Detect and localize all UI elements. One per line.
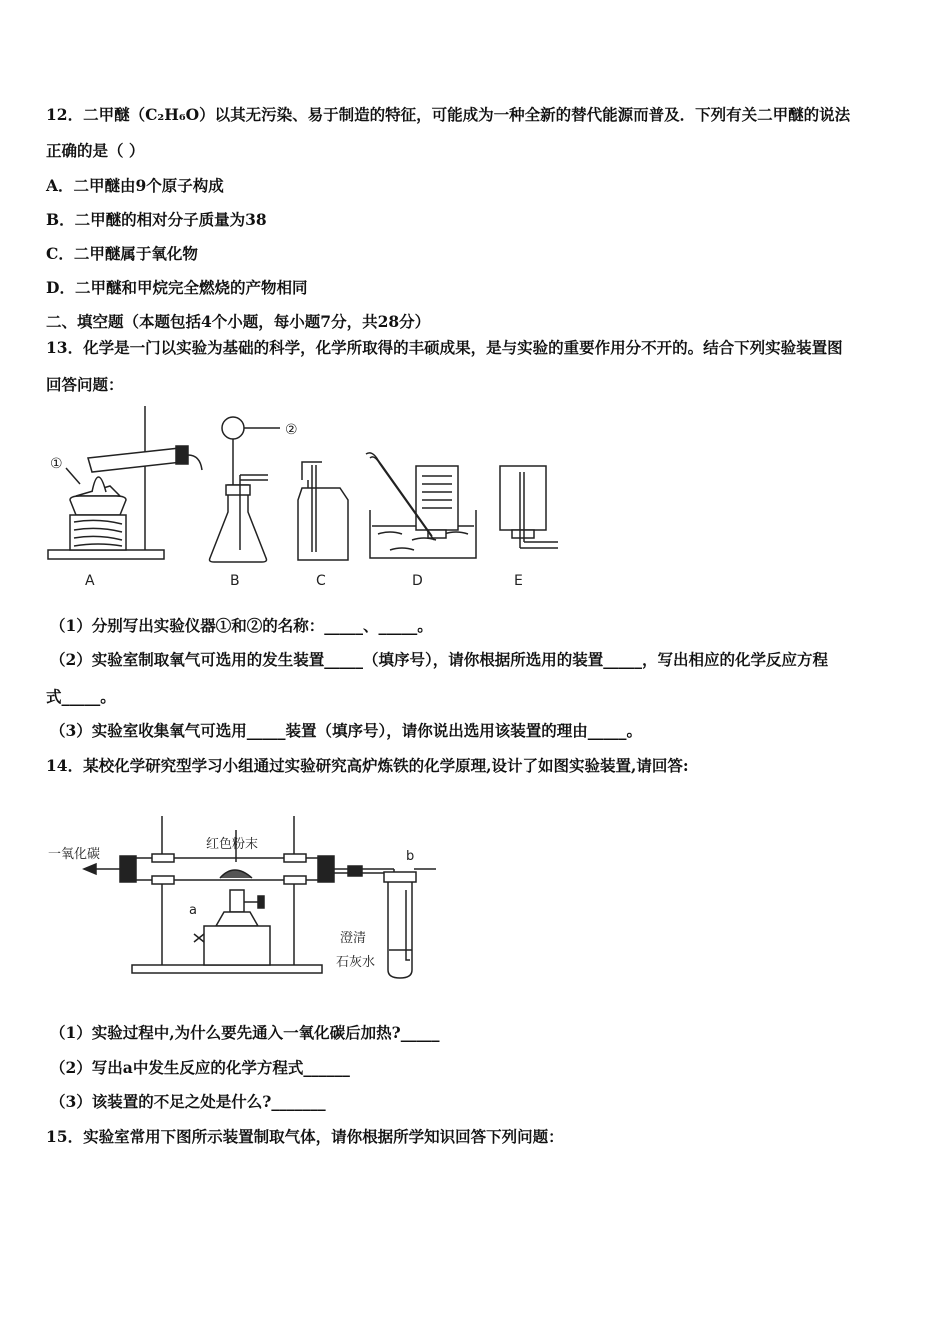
q12-option-c: C．二甲醚属于氧化物: [46, 244, 198, 263]
q13-apparatus-figure: [40, 400, 580, 595]
stopper-a: [176, 446, 188, 464]
q14-stem: 14．某校化学研究型学习小组通过实验研究高炉炼铁的化学原理,设计了如图实验装置,请回答:: [46, 756, 689, 775]
burner: [204, 926, 270, 965]
stand-base-a: [48, 550, 164, 559]
test-tube-a: [88, 448, 182, 472]
stopper-right: [318, 856, 334, 882]
flask-b: [210, 485, 267, 562]
section-heading: 二、填空题（本题包括4个小题，每小题7分，共28分）: [46, 312, 431, 331]
stand-base: [132, 965, 322, 973]
bottle-e: [500, 466, 546, 530]
label-d: D: [412, 573, 423, 589]
label-e: E: [514, 573, 523, 589]
marker-1: ①: [50, 456, 63, 472]
q13-sub2-line2: 式_____。: [46, 687, 116, 706]
q13-sub3: （3）实验室收集氧气可选用_____装置（填序号），请你说出选用该装置的理由_____。: [50, 721, 643, 740]
stopper-left: [120, 856, 136, 882]
label-c: C: [316, 573, 326, 589]
q14-apparatus-figure: [44, 810, 444, 985]
limewater-label-2: 石灰水: [336, 955, 376, 970]
q12-option-b: B．二甲醚的相对分子质量为38: [46, 210, 267, 229]
test-tube: [388, 880, 412, 978]
q13-sub2-line1: （2）实验室制取氧气可选用的发生装置_____（填序号），请你根据所选用的装置_____，写出相应的化学反应方程: [50, 650, 829, 669]
q14-sub2: （2）写出a中发生反应的化学方程式______: [50, 1058, 350, 1077]
q13-sub1: （1）分别写出实验仪器①和②的名称：_____、_____。: [50, 616, 433, 635]
q13-stem-line1: 13．化学是一门以实验为基础的科学，化学所取得的丰硕成果，是与实验的重要作用分不开的。结合下列实验装置图: [46, 338, 843, 357]
a-label: a: [189, 903, 197, 918]
co-label: 一氧化碳: [48, 847, 101, 862]
bottle-c: [298, 488, 348, 560]
limewater-label-1: 澄清: [340, 931, 367, 946]
marker-2: ②: [285, 422, 298, 438]
q12-option-a: A．二甲醚由9个原子构成: [46, 176, 224, 195]
alcohol-lamp-a: [70, 496, 126, 515]
b-label: b: [406, 849, 415, 864]
label-a: A: [85, 573, 95, 589]
q14-sub3: （3）该装置的不足之处是什么?_______: [50, 1092, 326, 1111]
q12-stem-line1: 12．二甲醚（C₂H₆O）以其无污染、易于制造的特征，可能成为一种全新的替代能源而普及．下列有关二甲醚的说法: [46, 105, 851, 124]
q12-stem-line2: 正确的是（ ）: [46, 141, 145, 160]
q13-stem-line2: 回答问题：: [46, 375, 124, 394]
powder-label: 红色粉末: [206, 837, 259, 852]
funnel-bulb-b: [222, 417, 244, 439]
q15-stem: 15．实验室常用下图所示装置制取气体，请你根据所学知识回答下列问题：: [46, 1127, 564, 1146]
label-b: B: [230, 573, 240, 589]
q12-option-d: D．二甲醚和甲烷完全燃烧的产物相同: [46, 278, 308, 297]
q14-sub1: （1）实验过程中,为什么要先通入一氧化碳后加热?_____: [50, 1023, 440, 1042]
